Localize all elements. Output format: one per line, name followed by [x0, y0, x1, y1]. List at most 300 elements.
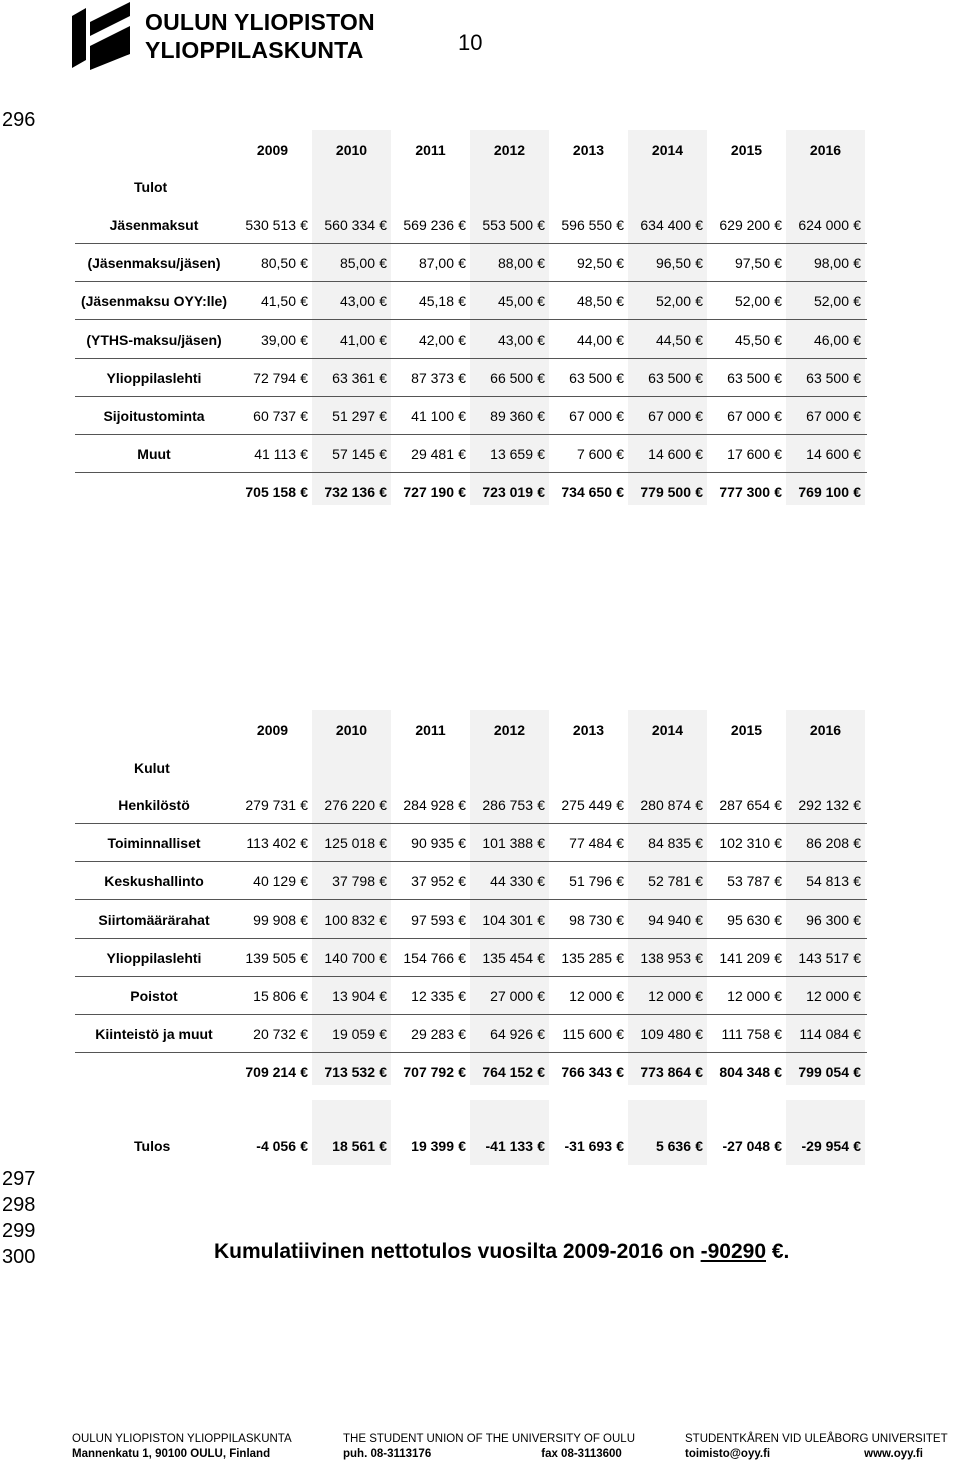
- cell-value: 12 335: [411, 988, 454, 1004]
- euro-icon: €: [379, 484, 387, 501]
- euro-icon: €: [300, 255, 308, 272]
- cell-value: 96,50: [655, 255, 691, 272]
- euro-icon: €: [458, 293, 466, 310]
- cell-value: 104 301: [482, 911, 533, 928]
- table-cell: [391, 332, 470, 348]
- table-cell: [391, 797, 470, 813]
- table-cell: [628, 988, 707, 1004]
- row-label: Ylioppilaslehti: [106, 369, 202, 386]
- table-cell: [786, 1138, 865, 1154]
- row-divider: [75, 243, 867, 244]
- table-cell: [233, 293, 312, 309]
- euro-icon: €: [774, 797, 782, 813]
- table-cell: [233, 370, 312, 386]
- year-header: 2009: [256, 722, 289, 738]
- cell-value: 29 481: [411, 446, 454, 463]
- euro-icon: €: [537, 331, 545, 348]
- euro-icon: €: [537, 446, 545, 463]
- table-cell: [707, 293, 786, 309]
- euro-icon: €: [300, 873, 308, 890]
- row-label: (YTHS-maksu/jäsen): [86, 331, 222, 348]
- table-cell: [233, 988, 312, 1004]
- table-cell: [628, 370, 707, 386]
- row-label: Siirtomäärärahat: [98, 911, 210, 928]
- table-cell: [549, 912, 628, 928]
- table-cell: [628, 446, 707, 462]
- euro-icon: €: [537, 949, 545, 966]
- cell-value: 88,00: [497, 255, 533, 272]
- cell-value: 44,50: [655, 331, 691, 348]
- cell-value: 97 593: [411, 911, 454, 928]
- cell-value: -41 133: [485, 1138, 533, 1154]
- cell-value: 18 561: [332, 1138, 375, 1154]
- table-cell: [391, 217, 470, 233]
- cell-value: -4 056: [256, 1138, 296, 1154]
- euro-icon: €: [537, 293, 545, 310]
- table-cell: [470, 797, 549, 813]
- table-cell: [707, 797, 786, 813]
- euro-icon: €: [458, 1026, 466, 1043]
- cell-value: 276 220: [324, 797, 375, 813]
- euro-icon: €: [379, 217, 387, 233]
- cell-value: -29 954: [801, 1138, 849, 1154]
- table-cell: [707, 484, 786, 500]
- table-cell: [470, 408, 549, 424]
- euro-icon: €: [853, 835, 861, 852]
- table-cell: [391, 293, 470, 309]
- table-cell: [549, 293, 628, 309]
- row-label: Jäsenmaksut: [109, 217, 199, 233]
- table-cell: [786, 484, 865, 500]
- cell-value: 66 500: [490, 369, 533, 386]
- cell-value: 85,00: [339, 255, 375, 272]
- cell-value: 57 145: [332, 446, 375, 463]
- euro-icon: €: [616, 255, 624, 272]
- table-cell: [391, 1026, 470, 1042]
- cell-value: 773 864: [640, 1064, 691, 1081]
- footer-org-name-sv: STUDENTKÅREN VID ULEÅBORG UNIVERSITET: [685, 1433, 948, 1445]
- table-cell: [470, 912, 549, 928]
- cell-value: 553 500: [482, 217, 533, 233]
- cell-value: 80,50: [260, 255, 296, 272]
- cell-value: 713 532: [324, 1064, 375, 1081]
- table-cell: [707, 912, 786, 928]
- cell-value: 100 832: [324, 911, 375, 928]
- cell-value: 19 399: [411, 1138, 454, 1154]
- euro-icon: €: [774, 484, 782, 501]
- euro-icon: €: [774, 1138, 782, 1154]
- euro-icon: €: [300, 949, 308, 966]
- cell-value: 14 600: [648, 446, 691, 463]
- row-divider: [75, 861, 867, 862]
- cell-value: 777 300: [719, 484, 770, 501]
- table-cell: [549, 370, 628, 386]
- table-cell: [628, 484, 707, 500]
- euro-icon: €: [616, 331, 624, 348]
- cell-value: 37 952: [411, 873, 454, 890]
- cell-value: 624 000: [798, 217, 849, 233]
- cell-value: 87 373: [411, 369, 454, 386]
- table-cell: [470, 1064, 549, 1080]
- cell-value: 15 806: [253, 988, 296, 1004]
- euro-icon: €: [695, 369, 703, 386]
- cell-value: 102 310: [719, 835, 770, 852]
- table-cell: [628, 217, 707, 233]
- table-cell: [312, 873, 391, 889]
- cell-value: 764 152: [482, 1064, 533, 1081]
- cell-value: 634 400: [640, 217, 691, 233]
- euro-icon: €: [458, 797, 466, 813]
- euro-icon: €: [616, 293, 624, 310]
- euro-icon: €: [616, 1026, 624, 1043]
- row-label: Poistot: [130, 988, 178, 1004]
- euro-icon: €: [458, 873, 466, 890]
- year-header: 2016: [809, 142, 842, 158]
- table-cell: [233, 835, 312, 851]
- euro-icon: €: [537, 911, 545, 928]
- footer-col-1: [72, 1432, 292, 1462]
- page-number: 10: [458, 30, 483, 55]
- table-cell: [628, 1026, 707, 1042]
- euro-icon: €: [695, 331, 703, 348]
- cell-value: 138 953: [640, 949, 691, 966]
- table-cell: [470, 217, 549, 233]
- table-cell: [233, 408, 312, 424]
- table-cell: [470, 255, 549, 271]
- cell-value: 5 636: [655, 1138, 691, 1154]
- cell-value: 12 000: [648, 988, 691, 1004]
- cell-value: 41 100: [411, 408, 454, 424]
- table-cell: [786, 1064, 865, 1080]
- row-divider: [75, 1052, 867, 1053]
- table-cell: [786, 293, 865, 309]
- euro-icon: €: [774, 217, 782, 233]
- euro-icon: €: [379, 1138, 387, 1154]
- table-cell: [391, 446, 470, 462]
- cell-value: 804 348: [719, 1064, 770, 1081]
- euro-icon: €: [379, 408, 387, 424]
- row-divider: [75, 281, 867, 282]
- cell-value: 52 781: [648, 873, 691, 890]
- table-cell: [549, 1138, 628, 1154]
- row-label: (Jäsenmaksu OYY:lle): [80, 293, 228, 310]
- table-cell: [786, 446, 865, 462]
- euro-icon: €: [774, 988, 782, 1004]
- table-cell: [233, 217, 312, 233]
- euro-icon: €: [379, 1064, 387, 1081]
- euro-icon: €: [300, 408, 308, 424]
- euro-icon: €: [695, 293, 703, 310]
- table-cell: [233, 873, 312, 889]
- cell-value: 287 654: [719, 797, 770, 813]
- cell-value: 13 904: [332, 988, 375, 1004]
- euro-icon: €: [695, 484, 703, 501]
- table-cell: [707, 835, 786, 851]
- euro-icon: €: [379, 1026, 387, 1043]
- euro-icon: €: [616, 988, 624, 1004]
- euro-icon: €: [695, 408, 703, 424]
- cell-value: 154 766: [403, 949, 454, 966]
- table-cell: [233, 446, 312, 462]
- euro-icon: €: [616, 369, 624, 386]
- table-cell: [312, 217, 391, 233]
- euro-icon: €: [616, 408, 624, 424]
- cell-value: 63 500: [648, 369, 691, 386]
- table-cell: [628, 1064, 707, 1080]
- year-header: 2010: [335, 142, 368, 158]
- cell-value: 135 285: [561, 949, 612, 966]
- table-cell: [786, 988, 865, 1004]
- table-cell: [628, 255, 707, 271]
- euro-icon: €: [537, 408, 545, 424]
- table-cell: [312, 797, 391, 813]
- summary-text: Kumulatiivinen nettotulos vuosilta 2009-2016 on: [214, 1240, 701, 1263]
- table-cell: [786, 370, 865, 386]
- table-cell: [470, 835, 549, 851]
- table-cell: [391, 370, 470, 386]
- cell-value: 12 000: [569, 988, 612, 1004]
- euro-icon: €: [774, 1026, 782, 1043]
- cell-value: 727 190: [403, 484, 454, 501]
- table-cell: [312, 988, 391, 1004]
- cell-value: 109 480: [640, 1026, 691, 1043]
- table-cell: [549, 988, 628, 1004]
- cell-value: 64 926: [490, 1026, 533, 1043]
- table-cell: [312, 370, 391, 386]
- cell-value: 29 283: [411, 1026, 454, 1043]
- cell-value: 45,00: [497, 293, 533, 310]
- table-cell: [391, 255, 470, 271]
- euro-icon: €: [853, 873, 861, 890]
- euro-icon: €: [458, 1138, 466, 1154]
- table-cell: [391, 484, 470, 500]
- cell-value: 77 484: [569, 835, 612, 852]
- row-label: Toiminnalliset: [107, 835, 201, 852]
- column-shade: [628, 1100, 707, 1165]
- euro-icon: €: [300, 988, 308, 1004]
- cell-value: 95 630: [727, 911, 770, 928]
- table-cell: [707, 446, 786, 462]
- cell-value: 63 361: [332, 369, 375, 386]
- euro-icon: €: [853, 217, 861, 233]
- euro-icon: €: [537, 1138, 545, 1154]
- summary-line: [214, 1240, 789, 1264]
- euro-icon: €: [458, 255, 466, 272]
- cell-value: 139 505: [245, 949, 296, 966]
- year-header: 2012: [493, 722, 526, 738]
- table-cell: [549, 408, 628, 424]
- table-cell: [786, 950, 865, 966]
- year-header: 2010: [335, 722, 368, 738]
- table-cell: [786, 797, 865, 813]
- table-cell: [391, 912, 470, 928]
- logo-wordmark: [145, 8, 375, 64]
- table-cell: [233, 797, 312, 813]
- table-cell: [391, 1138, 470, 1154]
- section-title: Kulut: [134, 760, 170, 776]
- cell-value: 67 000: [806, 408, 849, 424]
- table-cell: [707, 1026, 786, 1042]
- euro-icon: €: [853, 255, 861, 272]
- row-label: Keskushallinto: [104, 873, 204, 890]
- euro-icon: €: [300, 797, 308, 813]
- cell-value: 709 214: [245, 1064, 296, 1081]
- cell-value: 99 908: [253, 911, 296, 928]
- cell-value: 63 500: [727, 369, 770, 386]
- euro-icon: €: [379, 911, 387, 928]
- cell-value: 13 659: [490, 446, 533, 463]
- row-label: Muut: [137, 446, 171, 463]
- cell-value: 96 300: [806, 911, 849, 928]
- euro-icon: €: [616, 1064, 624, 1081]
- line-number: 298: [2, 1194, 36, 1216]
- table-cell: [707, 255, 786, 271]
- euro-icon: €: [458, 217, 466, 233]
- euro-icon: €: [695, 1138, 703, 1154]
- euro-icon: €: [695, 255, 703, 272]
- line-number: 296: [2, 109, 36, 131]
- table-cell: [233, 332, 312, 348]
- euro-icon: €: [379, 331, 387, 348]
- euro-icon: €: [695, 1026, 703, 1043]
- euro-icon: €: [774, 911, 782, 928]
- cell-value: 280 874: [640, 797, 691, 813]
- euro-icon: €: [379, 797, 387, 813]
- cell-value: 284 928: [403, 797, 454, 813]
- euro-icon: €: [853, 446, 861, 463]
- row-divider: [75, 899, 867, 900]
- column-shade: [786, 1100, 865, 1165]
- euro-icon: €: [379, 873, 387, 890]
- table-cell: [628, 950, 707, 966]
- table-cell: [233, 255, 312, 271]
- cell-value: 14 600: [806, 446, 849, 463]
- row-label: Sijoitustominta: [103, 408, 205, 424]
- cell-value: 279 731: [245, 797, 296, 813]
- footer-col-2: [343, 1432, 635, 1462]
- logo-icon: [72, 2, 132, 70]
- euro-icon: €: [853, 408, 861, 424]
- cell-value: 45,50: [734, 331, 770, 348]
- euro-icon: €: [458, 949, 466, 966]
- euro-icon: €: [774, 446, 782, 463]
- cell-value: -27 048: [722, 1138, 770, 1154]
- row-divider: [75, 823, 867, 824]
- euro-icon: €: [695, 911, 703, 928]
- cell-value: 63 500: [806, 369, 849, 386]
- cell-value: 19 059: [332, 1026, 375, 1043]
- table-cell: [312, 1026, 391, 1042]
- table-cell: [312, 255, 391, 271]
- cell-value: 530 513: [245, 217, 296, 233]
- column-shade: [470, 1100, 549, 1165]
- footer-contact: [685, 1447, 948, 1462]
- year-header: 2011: [415, 722, 446, 738]
- table-cell: [233, 1064, 312, 1080]
- cell-value: 101 388: [482, 835, 533, 852]
- table-cell: [628, 1138, 707, 1154]
- footer-org-name: OULUN YLIOPISTON YLIOPPILASKUNTA: [72, 1433, 292, 1445]
- euro-icon: €: [774, 369, 782, 386]
- year-header: 2014: [651, 142, 684, 158]
- table-cell: [233, 1026, 312, 1042]
- euro-icon: €: [379, 255, 387, 272]
- euro-icon: €: [616, 949, 624, 966]
- euro-icon: €: [537, 1064, 545, 1081]
- cell-value: 46,00: [813, 331, 849, 348]
- table-cell: [628, 797, 707, 813]
- table-cell: [628, 912, 707, 928]
- table-cell: [470, 873, 549, 889]
- euro-icon: €: [300, 331, 308, 348]
- table-cell: [549, 332, 628, 348]
- cell-value: 41,50: [260, 293, 296, 310]
- footer-website: www.oyy.fi: [864, 1448, 923, 1460]
- euro-icon: €: [853, 331, 861, 348]
- cell-value: 143 517: [798, 949, 849, 966]
- cell-value: 286 753: [482, 797, 533, 813]
- table-cell: [391, 1064, 470, 1080]
- euro-icon: €: [616, 873, 624, 890]
- euro-icon: €: [458, 1064, 466, 1081]
- table-cell: [707, 370, 786, 386]
- column-shade: [312, 1100, 391, 1165]
- year-header: 2015: [730, 142, 763, 158]
- euro-icon: €: [537, 988, 545, 1004]
- euro-icon: €: [774, 949, 782, 966]
- euro-icon: €: [300, 446, 308, 463]
- euro-icon: €: [300, 293, 308, 310]
- row-label: Henkilöstö: [118, 797, 190, 813]
- euro-icon: €: [379, 446, 387, 463]
- table-cell: [312, 408, 391, 424]
- euro-icon: €: [379, 835, 387, 852]
- footer-col-3: [685, 1432, 948, 1462]
- table-cell: [312, 1138, 391, 1154]
- cell-value: 53 787: [727, 873, 770, 890]
- row-label: Ylioppilaslehti: [106, 949, 202, 966]
- cell-value: 97,50: [734, 255, 770, 272]
- euro-icon: €: [616, 1138, 624, 1154]
- euro-icon: €: [458, 408, 466, 424]
- euro-icon: €: [695, 835, 703, 852]
- cell-value: 54 813: [806, 873, 849, 890]
- footer-org-name-en: THE STUDENT UNION OF THE UNIVERSITY OF OULU: [343, 1433, 636, 1445]
- year-header: 2012: [493, 142, 526, 158]
- cell-value: 779 500: [640, 484, 691, 501]
- euro-icon: €: [458, 369, 466, 386]
- euro-icon: €: [458, 446, 466, 463]
- euro-icon: €: [774, 331, 782, 348]
- euro-icon: €: [537, 484, 545, 501]
- cell-value: 140 700: [324, 949, 375, 966]
- euro-icon: €: [616, 446, 624, 463]
- table-cell: [312, 950, 391, 966]
- table-cell: [549, 217, 628, 233]
- table-cell: [312, 484, 391, 500]
- table-cell: [470, 1026, 549, 1042]
- cell-value: 17 600: [727, 446, 770, 463]
- year-header: 2016: [809, 722, 842, 738]
- euro-icon: €: [774, 835, 782, 852]
- cell-value: 596 550: [561, 217, 612, 233]
- euro-icon: €: [379, 293, 387, 310]
- cell-value: 292 132: [798, 797, 849, 813]
- cell-value: 111 758: [721, 1026, 770, 1043]
- euro-icon: €: [774, 255, 782, 272]
- footer-fax: fax 08-3113600: [541, 1448, 622, 1460]
- row-divider: [75, 1014, 867, 1015]
